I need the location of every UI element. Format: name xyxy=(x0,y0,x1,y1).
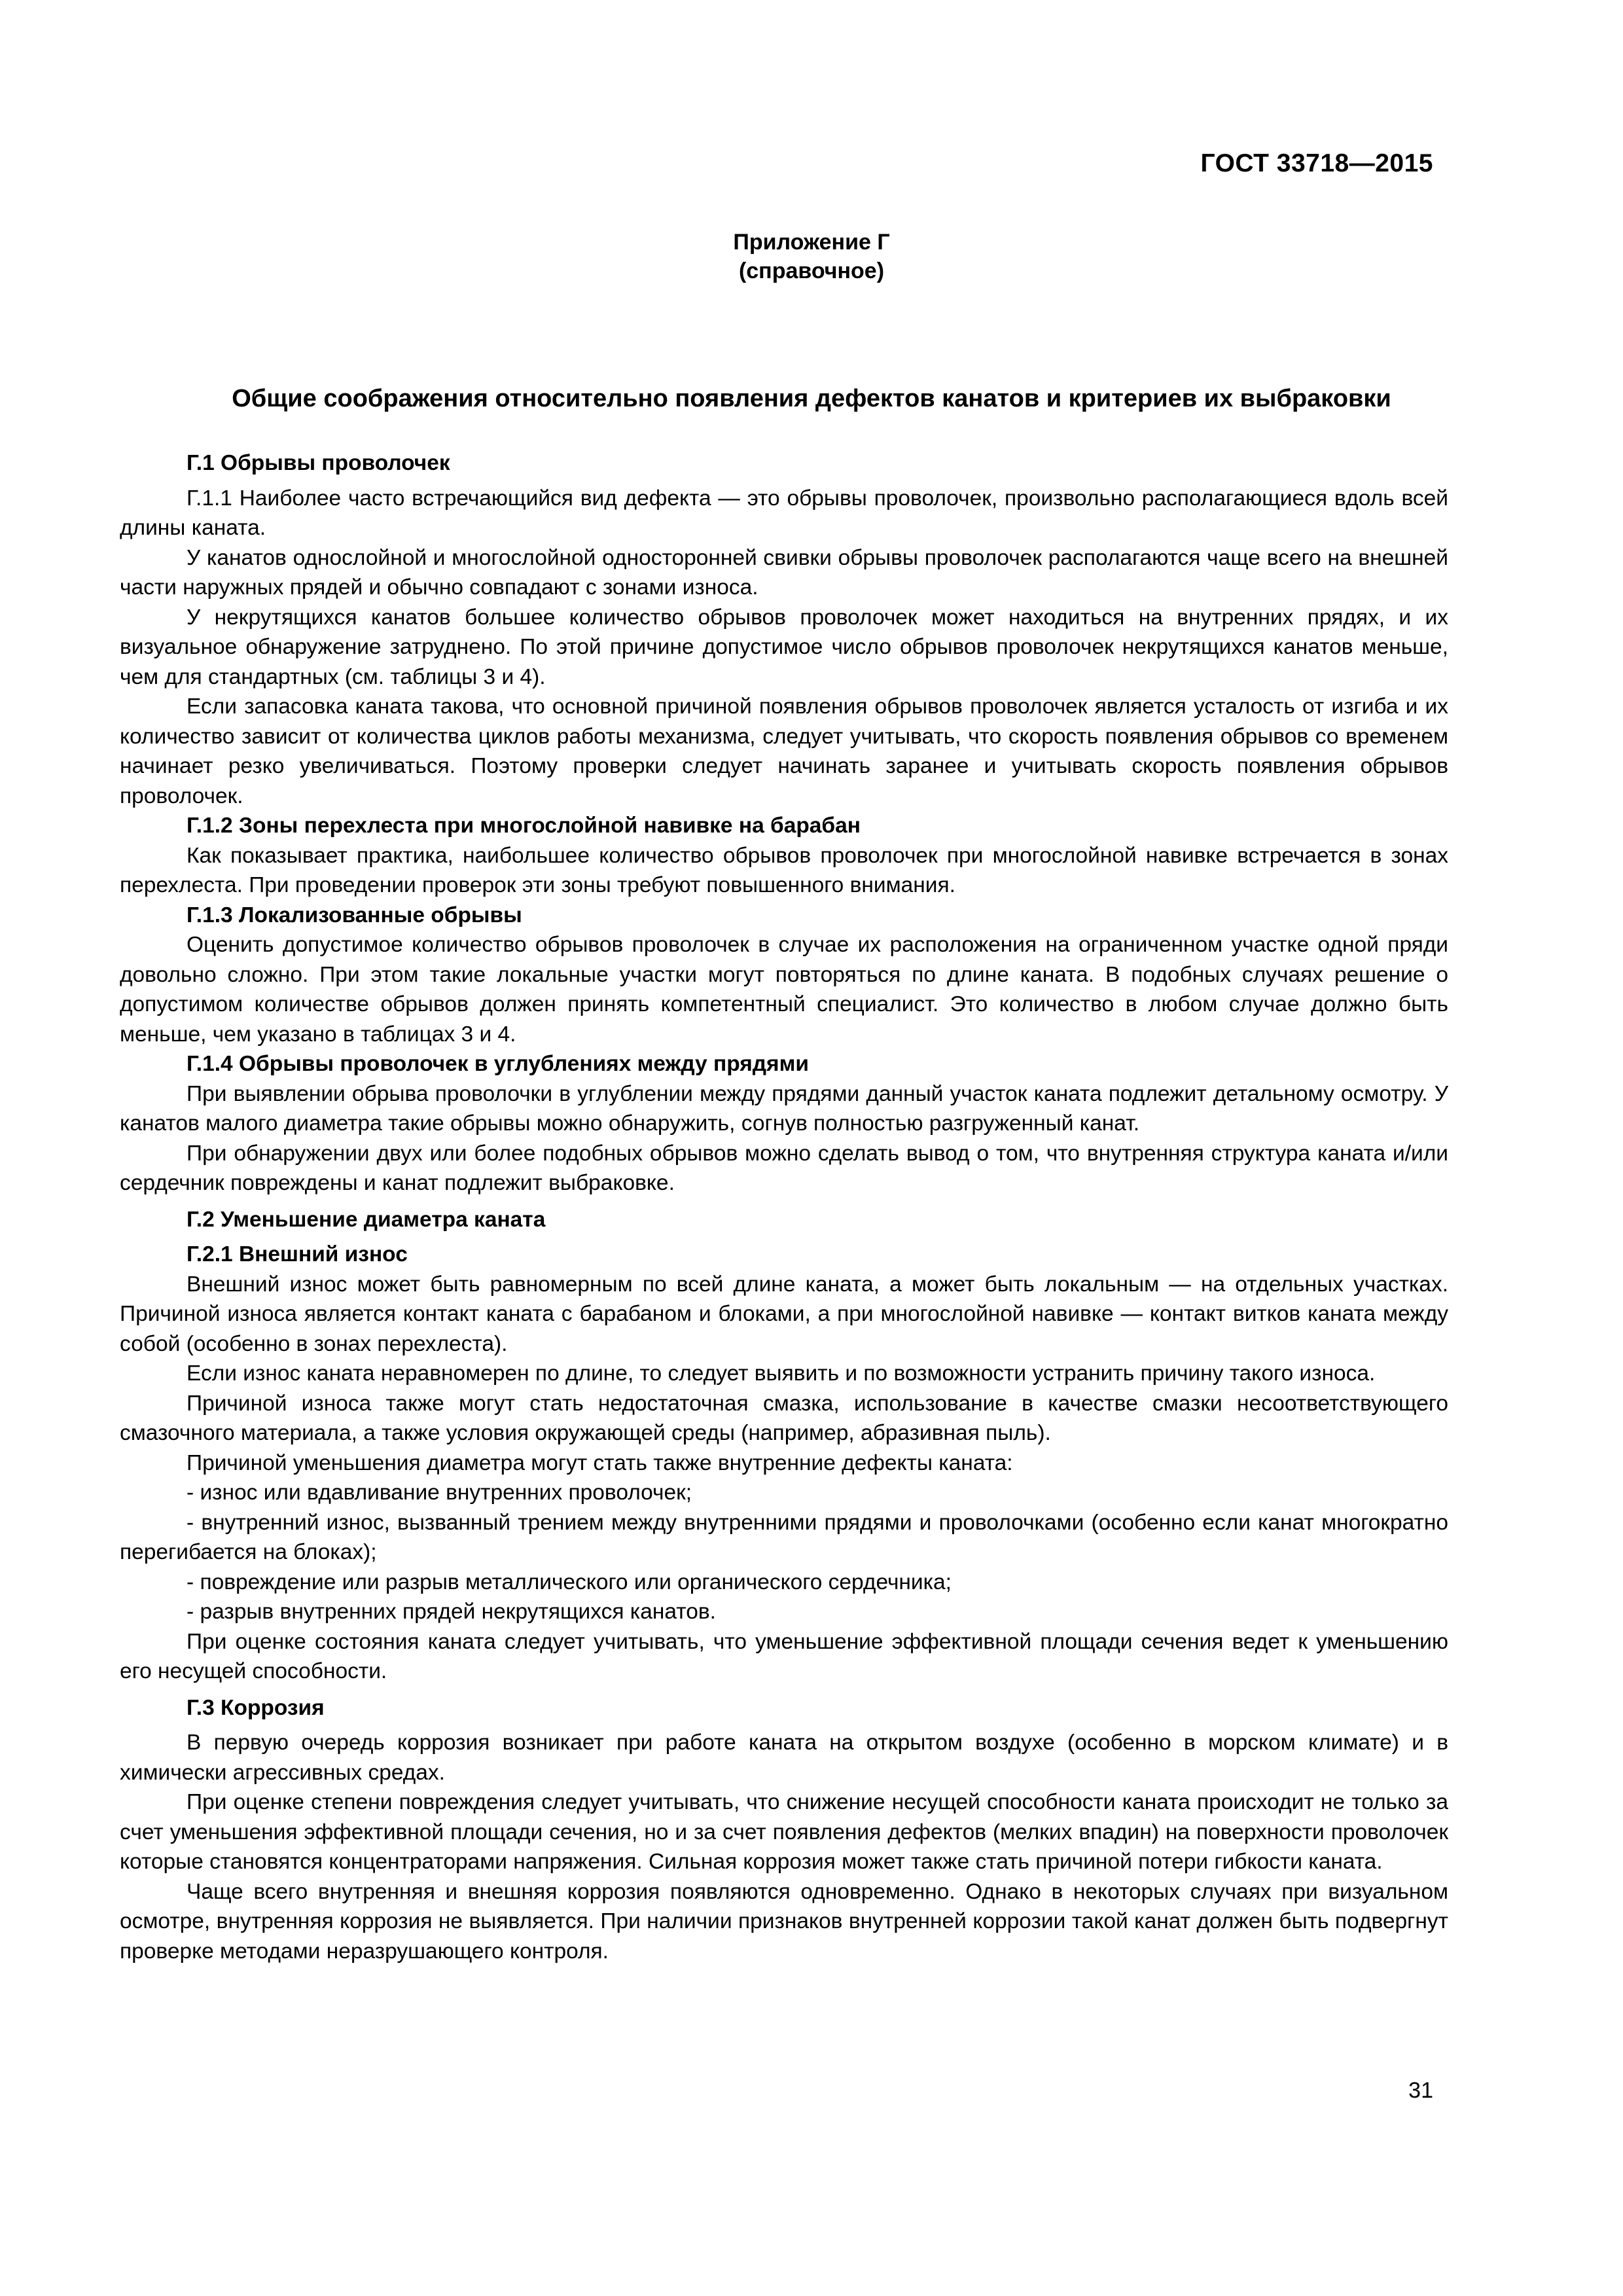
paragraph: Причиной износа также могут стать недостаточная смазка, использование в качестве смазки несоответствующего смазочного материала, а также условия окружающей среды (например, абразивная пыль). xyxy=(120,1391,1448,1445)
subsection-heading-g1-4: Г.1.4 Обрывы проволочек в углублениях между прядями xyxy=(187,1052,809,1076)
subsection-heading-g2-1: Г.2.1 Внешний износ xyxy=(187,1242,408,1266)
paragraph: При выявлении обрыва проволочки в углублении между прядями данный участок каната подлежит детальному осмотру. У канатов малого диаметра такие обрывы можно обнаружить, согнув полностью разгруженный канат. xyxy=(120,1081,1448,1136)
section-heading-g3: Г.3 Коррозия xyxy=(187,1695,325,1720)
paragraph: У канатов однослойной и многослойной односторонней свивки обрывы проволочек располагаются чаще всего на внешней части наружных прядей и обычно совпадают с зонами износа. xyxy=(120,545,1448,600)
appendix-title: Общие соображения относительно появления дефектов канатов и критериев их выбраковки xyxy=(232,385,1391,412)
appendix-type: (справочное) xyxy=(738,259,885,283)
paragraph: Как показывает практика, наибольшее количество обрывов проволочек при многослойной навивке встречается в зонах перехлеста. При проведении проверок эти зоны требуют повышенного внимания. xyxy=(120,843,1448,897)
subsection-heading-g1-3: Г.1.3 Локализованные обрывы xyxy=(187,903,522,927)
section-heading-g2: Г.2 Уменьшение диаметра каната xyxy=(187,1207,546,1232)
paragraph: При оценке степени повреждения следует учитывать, что снижение несущей способности каната происходит не только за счет уменьшения эффективной площади сечения, но и за счет появления дефектов (мелких впадин) на поверхности проволочек которые становятся концентраторами напряжения. Сильная коррозия может также стать причиной потери гибкости каната. xyxy=(120,1790,1448,1874)
list-item: - разрыв внутренних прядей некрутящихся канатов. xyxy=(187,1600,716,1624)
page-number: 31 xyxy=(1408,2078,1433,2103)
paragraph: Если износ каната неравномерен по длине, то следует выявить и по возможности устранить причину такого износа. xyxy=(187,1361,1376,1386)
paragraph: Внешний износ может быть равномерным по всей длине каната, а может быть локальным — на отдельных участках. Причиной износа является контакт каната с барабаном и блоками, а при многослойной навивке — контакт витков каната между собой (особенно в зонах перехлеста). xyxy=(120,1272,1448,1356)
appendix-heading xyxy=(0,228,1623,285)
section-heading-g1: Г.1 Обрывы проволочек xyxy=(187,451,450,475)
list-item: - внутренний износ, вызванный трением между внутренними прядями и проволочками (особенно если канат многократно перегибается на блоках); xyxy=(120,1510,1448,1564)
paragraph: Г.1.1 Наиболее часто встречающийся вид дефекта — это обрывы проволочек, произвольно располагающиеся вдоль всей длины каната. xyxy=(120,486,1448,540)
paragraph: У некрутящихся канатов большее количество обрывов проволочек может находиться на внутренних прядях, и их визуальное обнаружение затруднено. По этой причине допустимое число обрывов проволочек некрутящихся канатов меньше, чем для стандартных (см. таблицы 3 и 4). xyxy=(120,605,1448,689)
list-item: - износ или вдавливание внутренних проволочек; xyxy=(187,1480,692,1505)
paragraph: В первую очередь коррозия возникает при работе каната на открытом воздухе (особенно в морском климате) и в химически агрессивных средах. xyxy=(120,1731,1448,1785)
paragraph: При обнаружении двух или более подобных обрывов можно сделать вывод о том, что внутренняя структура каната и/или сердечник повреждены и канат подлежит выбраковке. xyxy=(120,1141,1448,1195)
paragraph: Если запасовка каната такова, что основной причиной появления обрывов проволочек является усталость от изгиба и их количество зависит от количества циклов работы механизма, следует учитывать, что скорость появления обрывов со временем начинает резко увеличиваться. Поэтому проверки следует начинать заранее и учитывать скорость появления обрывов проволочек. xyxy=(120,694,1448,808)
list-item: - повреждение или разрыв металлического или органического сердечника; xyxy=(187,1570,952,1594)
subsection-heading-g1-2: Г.1.2 Зоны перехлеста при многослойной навивке на барабан xyxy=(187,814,861,838)
document-body xyxy=(120,448,1448,1966)
paragraph: Причиной уменьшения диаметра могут стать также внутренние дефекты каната: xyxy=(187,1450,1013,1475)
document-id: ГОСТ 33718—2015 xyxy=(1200,149,1433,177)
paragraph: Оценить допустимое количество обрывов проволочек в случае их расположения на ограниченном участке одной пряди довольно сложно. При этом такие локальные участки могут повторяться по длине каната. В подобных случаях решение о допустимом количестве обрывов должен принять компетентный специалист. Это количество в любом случае должно быть меньше, чем указано в таблицах 3 и 4. xyxy=(120,933,1448,1047)
paragraph: Чаще всего внутренняя и внешняя коррозия появляются одновременно. Однако в некоторых случаях при визуальном осмотре, внутренняя коррозия не выявляется. При наличии признаков внутренней коррозии такой канат должен быть подвергнут проверке методами неразрушающего контроля. xyxy=(120,1879,1448,1964)
paragraph: При оценке состояния каната следует учитывать, что уменьшение эффективной площади сечения ведет к уменьшению его несущей способности. xyxy=(120,1629,1448,1683)
appendix-label: Приложение Г xyxy=(733,230,890,255)
